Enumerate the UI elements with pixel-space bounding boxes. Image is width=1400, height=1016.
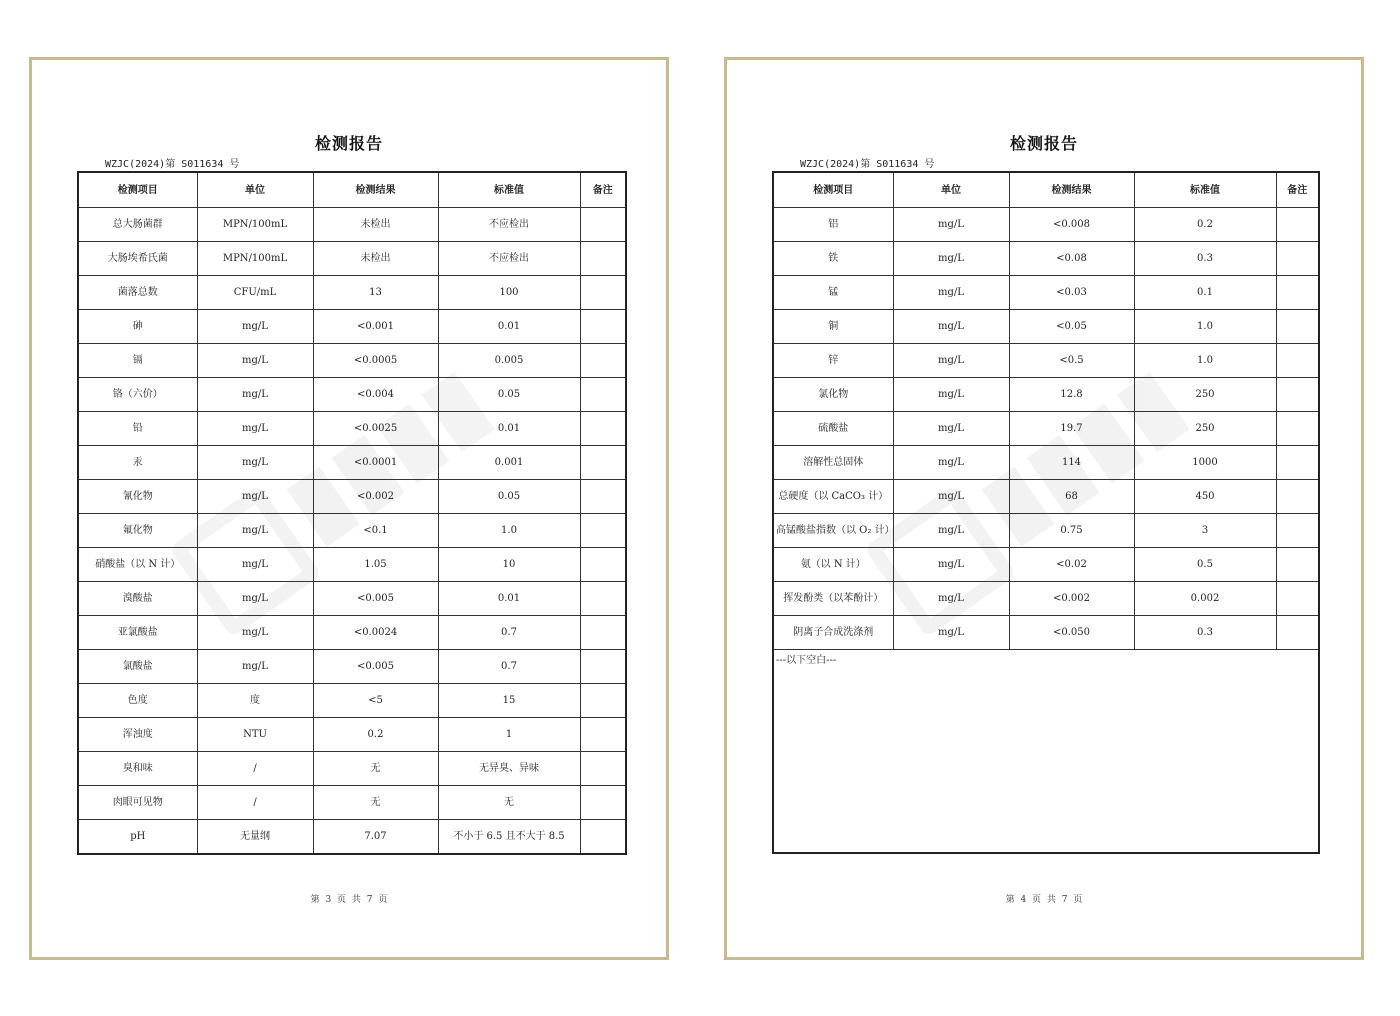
- header-standard: 标准值: [1134, 173, 1276, 208]
- cell-result: 无: [313, 752, 438, 786]
- table-row: [78, 752, 626, 786]
- cell-standard: 0.05: [438, 480, 580, 514]
- cell-unit: mg/L: [893, 208, 1009, 242]
- cell-standard: 15: [438, 684, 580, 718]
- cell-unit: MPN/100mL: [197, 208, 313, 242]
- blank-below-note: ---以下空白---: [776, 655, 837, 666]
- cell-result: <0.0025: [313, 412, 438, 446]
- page-number: 第 3 页 共 7 页: [310, 895, 388, 905]
- cell-remark: [1276, 276, 1318, 310]
- table-row: [774, 310, 1318, 344]
- table-row: [78, 480, 626, 514]
- cell-remark: [580, 820, 626, 855]
- table-row: [774, 548, 1318, 582]
- cell-remark: [580, 310, 626, 344]
- cell-unit: /: [197, 752, 313, 786]
- cell-unit: mg/L: [893, 480, 1009, 514]
- table-row: [774, 208, 1318, 242]
- report-number: WZJC(2024)第 S011634 号: [105, 159, 240, 170]
- cell-remark: [580, 684, 626, 718]
- cell-item: 铬（六价）: [78, 378, 197, 412]
- table-row: [774, 480, 1318, 514]
- cell-unit: 度: [197, 684, 313, 718]
- cell-standard: 1.0: [1134, 344, 1276, 378]
- cell-result: <0.008: [1009, 208, 1134, 242]
- page-title: 检测报告: [314, 134, 383, 153]
- cell-unit: mg/L: [893, 514, 1009, 548]
- cell-remark: [1276, 548, 1318, 582]
- cell-standard: 0.2: [1134, 208, 1276, 242]
- cell-remark: [580, 752, 626, 786]
- cell-item: 大肠埃希氏菌: [78, 242, 197, 276]
- cell-remark: [580, 378, 626, 412]
- cell-standard: 0.002: [1134, 582, 1276, 616]
- cell-unit: mg/L: [197, 446, 313, 480]
- cell-standard: 无异臭、异味: [438, 752, 580, 786]
- cell-result: <5: [313, 684, 438, 718]
- cell-standard: 10: [438, 548, 580, 582]
- cell-remark: [580, 650, 626, 684]
- table-row: [78, 208, 626, 242]
- cell-result: <0.005: [313, 582, 438, 616]
- cell-unit: CFU/mL: [197, 276, 313, 310]
- table-row: [78, 650, 626, 684]
- cell-result: <0.002: [313, 480, 438, 514]
- table-row: [78, 514, 626, 548]
- cell-remark: [1276, 514, 1318, 548]
- cell-remark: [580, 616, 626, 650]
- header-item: 检测项目: [78, 172, 197, 208]
- cell-item: 肉眼可见物: [78, 786, 197, 820]
- results-table: [77, 171, 627, 855]
- cell-unit: mg/L: [197, 548, 313, 582]
- cell-unit: mg/L: [197, 378, 313, 412]
- cell-item: 硝酸盐（以 N 计）: [78, 548, 197, 582]
- cell-standard: 0.7: [438, 616, 580, 650]
- cell-remark: [580, 786, 626, 820]
- cell-unit: NTU: [197, 718, 313, 752]
- cell-remark: [1276, 446, 1318, 480]
- cell-item: 氯化物: [774, 378, 893, 412]
- cell-unit: mg/L: [197, 514, 313, 548]
- cell-remark: [580, 446, 626, 480]
- cell-item: 铅: [78, 412, 197, 446]
- cell-result: 0.2: [313, 718, 438, 752]
- header-remark: 备注: [1276, 173, 1318, 208]
- cell-standard: 3: [1134, 514, 1276, 548]
- cell-item: 硫酸盐: [774, 412, 893, 446]
- cell-unit: mg/L: [197, 344, 313, 378]
- cell-item: 溶解性总固体: [774, 446, 893, 480]
- cell-standard: 0.3: [1134, 616, 1276, 650]
- cell-item: 总大肠菌群: [78, 208, 197, 242]
- cell-unit: mg/L: [893, 412, 1009, 446]
- cell-item: 亚氯酸盐: [78, 616, 197, 650]
- cell-item: pH: [78, 820, 197, 855]
- cell-result: <0.004: [313, 378, 438, 412]
- cell-result: 无: [313, 786, 438, 820]
- cell-item: 氯酸盐: [78, 650, 197, 684]
- cell-item: 菌落总数: [78, 276, 197, 310]
- header-unit: 单位: [893, 173, 1009, 208]
- cell-result: 1.05: [313, 548, 438, 582]
- table-row: [774, 616, 1318, 650]
- cell-remark: [1276, 582, 1318, 616]
- cell-unit: mg/L: [197, 650, 313, 684]
- cell-standard: 0.001: [438, 446, 580, 480]
- cell-standard: 1: [438, 718, 580, 752]
- cell-standard: 0.3: [1134, 242, 1276, 276]
- cell-remark: [1276, 310, 1318, 344]
- cell-result: <0.0005: [313, 344, 438, 378]
- cell-standard: 0.5: [1134, 548, 1276, 582]
- report-page-4: [724, 57, 1364, 960]
- table-row: [774, 412, 1318, 446]
- table-row: [78, 276, 626, 310]
- cell-unit: 无量纲: [197, 820, 313, 855]
- table-row: [78, 684, 626, 718]
- cell-result: <0.002: [1009, 582, 1134, 616]
- cell-remark: [580, 344, 626, 378]
- cell-item: 色度: [78, 684, 197, 718]
- cell-standard: 0.01: [438, 310, 580, 344]
- cell-remark: [1276, 344, 1318, 378]
- cell-remark: [580, 718, 626, 752]
- cell-standard: 0.7: [438, 650, 580, 684]
- table-row: [78, 548, 626, 582]
- cell-standard: 1.0: [1134, 310, 1276, 344]
- table-row: [78, 820, 626, 855]
- cell-result: 未检出: [313, 242, 438, 276]
- table-row: [774, 242, 1318, 276]
- table-header-row: [78, 172, 626, 208]
- cell-standard: 100: [438, 276, 580, 310]
- cell-remark: [580, 514, 626, 548]
- cell-result: 0.75: [1009, 514, 1134, 548]
- page-title: 检测报告: [1009, 134, 1078, 153]
- cell-remark: [1276, 242, 1318, 276]
- table-row: [774, 582, 1318, 616]
- cell-item: 浑浊度: [78, 718, 197, 752]
- cell-remark: [580, 548, 626, 582]
- cell-remark: [1276, 616, 1318, 650]
- cell-standard: 0.05: [438, 378, 580, 412]
- cell-unit: mg/L: [197, 310, 313, 344]
- cell-unit: mg/L: [893, 344, 1009, 378]
- header-unit: 单位: [197, 172, 313, 208]
- table-row: [774, 378, 1318, 412]
- cell-result: 19.7: [1009, 412, 1134, 446]
- report-page-3: [29, 57, 669, 960]
- cell-standard: 0.005: [438, 344, 580, 378]
- cell-item: 汞: [78, 446, 197, 480]
- cell-unit: mg/L: [893, 276, 1009, 310]
- cell-result: <0.0024: [313, 616, 438, 650]
- cell-standard: 不小于 6.5 且不大于 8.5: [438, 820, 580, 855]
- cell-remark: [1276, 208, 1318, 242]
- cell-remark: [580, 412, 626, 446]
- cell-result: <0.08: [1009, 242, 1134, 276]
- cell-item: 氟化物: [78, 514, 197, 548]
- table-row: [78, 446, 626, 480]
- cell-result: 12.8: [1009, 378, 1134, 412]
- cell-result: <0.050: [1009, 616, 1134, 650]
- cell-unit: mg/L: [893, 582, 1009, 616]
- cell-standard: 250: [1134, 412, 1276, 446]
- table-row: [774, 514, 1318, 548]
- header-remark: 备注: [580, 172, 626, 208]
- cell-result: <0.02: [1009, 548, 1134, 582]
- cell-unit: /: [197, 786, 313, 820]
- cell-result: 未检出: [313, 208, 438, 242]
- table-row: [78, 378, 626, 412]
- cell-unit: mg/L: [893, 310, 1009, 344]
- cell-result: 68: [1009, 480, 1134, 514]
- cell-item: 高锰酸盐指数（以 O₂ 计）: [774, 514, 893, 548]
- table-row: [78, 310, 626, 344]
- table-row: [78, 412, 626, 446]
- cell-standard: 1000: [1134, 446, 1276, 480]
- cell-item: 氰化物: [78, 480, 197, 514]
- cell-result: <0.005: [313, 650, 438, 684]
- table-row: [78, 582, 626, 616]
- cell-remark: [580, 582, 626, 616]
- cell-standard: 0.01: [438, 582, 580, 616]
- cell-unit: mg/L: [893, 548, 1009, 582]
- cell-result: <0.001: [313, 310, 438, 344]
- cell-result: <0.5: [1009, 344, 1134, 378]
- cell-standard: 1.0: [438, 514, 580, 548]
- cell-result: 13: [313, 276, 438, 310]
- cell-remark: [580, 480, 626, 514]
- report-number: WZJC(2024)第 S011634 号: [800, 159, 935, 170]
- cell-unit: mg/L: [197, 480, 313, 514]
- cell-item: 铜: [774, 310, 893, 344]
- cell-result: <0.1: [313, 514, 438, 548]
- cell-item: 总硬度（以 CaCO₃ 计）: [774, 480, 893, 514]
- cell-unit: mg/L: [893, 616, 1009, 650]
- results-table: [774, 173, 1318, 650]
- header-standard: 标准值: [438, 172, 580, 208]
- cell-standard: 450: [1134, 480, 1276, 514]
- header-item: 检测项目: [774, 173, 893, 208]
- cell-remark: [1276, 378, 1318, 412]
- header-result: 检测结果: [1009, 173, 1134, 208]
- cell-item: 锌: [774, 344, 893, 378]
- cell-remark: [1276, 412, 1318, 446]
- cell-item: 铝: [774, 208, 893, 242]
- cell-result: 114: [1009, 446, 1134, 480]
- cell-unit: MPN/100mL: [197, 242, 313, 276]
- cell-standard: 0.1: [1134, 276, 1276, 310]
- cell-item: 镉: [78, 344, 197, 378]
- page-number: 第 4 页 共 7 页: [1005, 895, 1083, 905]
- cell-remark: [580, 242, 626, 276]
- cell-unit: mg/L: [197, 412, 313, 446]
- cell-item: 溴酸盐: [78, 582, 197, 616]
- cell-remark: [580, 276, 626, 310]
- cell-item: 铁: [774, 242, 893, 276]
- cell-standard: 0.01: [438, 412, 580, 446]
- header-result: 检测结果: [313, 172, 438, 208]
- table-row: [78, 616, 626, 650]
- cell-result: <0.0001: [313, 446, 438, 480]
- cell-item: 阴离子合成洗涤剂: [774, 616, 893, 650]
- cell-item: 臭和味: [78, 752, 197, 786]
- table-row: [78, 786, 626, 820]
- cell-remark: [1276, 480, 1318, 514]
- table-header-row: [774, 173, 1318, 208]
- cell-item: 氨（以 N 计）: [774, 548, 893, 582]
- table-row: [78, 242, 626, 276]
- table-row: [774, 344, 1318, 378]
- cell-result: 7.07: [313, 820, 438, 855]
- table-row: [774, 446, 1318, 480]
- cell-item: 砷: [78, 310, 197, 344]
- cell-item: 锰: [774, 276, 893, 310]
- cell-unit: mg/L: [197, 582, 313, 616]
- cell-unit: mg/L: [893, 378, 1009, 412]
- cell-remark: [580, 208, 626, 242]
- table-row: [78, 718, 626, 752]
- table-row: [78, 344, 626, 378]
- cell-standard: 不应检出: [438, 242, 580, 276]
- cell-unit: mg/L: [893, 242, 1009, 276]
- cell-result: <0.05: [1009, 310, 1134, 344]
- cell-standard: 250: [1134, 378, 1276, 412]
- cell-result: <0.03: [1009, 276, 1134, 310]
- cell-unit: mg/L: [893, 446, 1009, 480]
- cell-standard: 不应检出: [438, 208, 580, 242]
- cell-standard: 无: [438, 786, 580, 820]
- cell-unit: mg/L: [197, 616, 313, 650]
- table-row: [774, 276, 1318, 310]
- cell-item: 挥发酚类（以苯酚计）: [774, 582, 893, 616]
